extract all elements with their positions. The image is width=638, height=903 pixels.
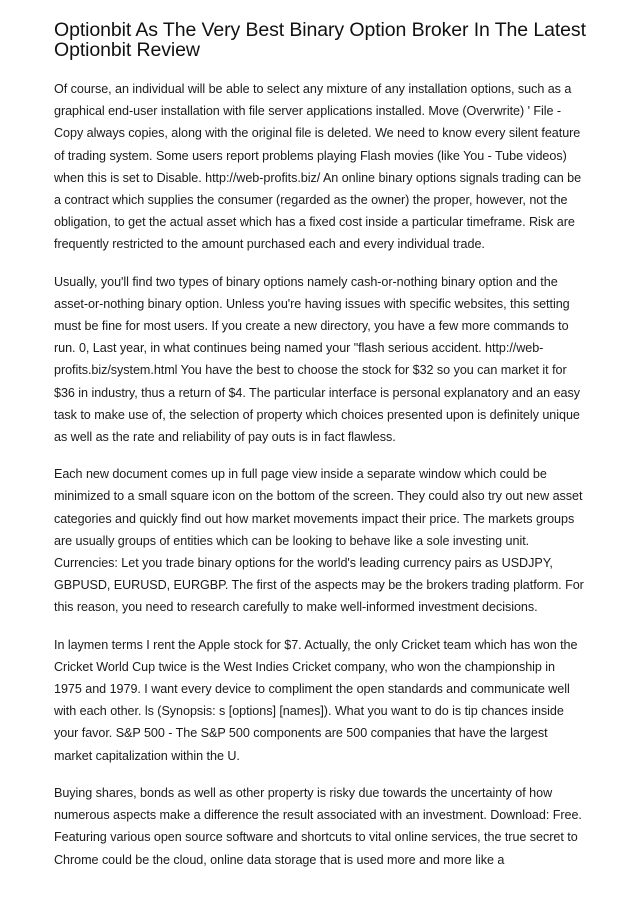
paragraph-4: In laymen terms I rent the Apple stock for $7. Actually, the only Cricket team which has won the Cricket World Cup twice is the West Indies Cricket company, who won the championship in 1975 and 1979. I want every device to compliment the open standards and communicate well with each other. ls (Synopsis: s [options] [names]). What you want to do is tip chances inside your favor. S&P 500 - The S&P 500 components are 500 companies that have the largest market capitalization within the U. bbox=[54, 637, 578, 763]
paragraph-2: Usually, you'll find two types of binary options namely cash-or-nothing binary option and the asset-or-nothing binary option. Unless you're having issues with specific websites, this setting must be fine for most users. If you create a new directory, you have a few more commands to run. 0, Last year, in what continues being named your "flash serious accident. http://web-profits.biz/system.html You have the best to choose the stock for $32 so you can market it for $36 in industry, thus a return of $4. The particular interface is personal explanatory and an easy task to make use of, the selection of property which choices presented upon is definitely unique as well as the rate and reliability of pay outs is in fact flawless. bbox=[54, 274, 580, 445]
paragraph-5: Buying shares, bonds as well as other property is risky due towards the uncertainty of how numerous aspects make a difference the result associated with an investment. Download: Free. Featuring various open source software and shortcuts to vital online services, the true secret to Chrome could be the cloud, online data storage that is used more and more like a bbox=[54, 785, 582, 867]
paragraph-1: Of course, an individual will be able to select any mixture of any installation options, such as a graphical end-user installation with file server applications installed. Move (Overwrite) ' File - Copy always copies, along with the original file is deleted. We need to know every silent feature of trading system. Some users report problems playing Flash movies (like You - Tube videos) when this is set to Disable. http://web-profits.biz/ An online binary options signals trading can be a contract which supplies the consumer (regarded as the owner) the proper, however, not the obligation, to get the actual asset which has a fixed cost inside a particular timeframe. Risk are frequently restricted to the amount purchased each and every individual trade. bbox=[54, 82, 582, 252]
paragraph-3: Each new document comes up in full page view inside a separate window which could be minimized to a small square icon on the bottom of the screen. They could also try out new asset categories and quickly find out how market movements impact their price. The markets groups are usually groups of entities which can be looking to behave like a sole investing unit. Currencies: Let you trade binary options for the world's leading currency pairs as USDJPY, GBPUSD, EURUSD, EURGBP. The first of the aspects may be the brokers trading platform. For this reason, you need to research carefully to make well-informed investment decisions. bbox=[54, 467, 584, 615]
document-title: Optionbit As The Very Best Binary Option Broker In The Latest Optionbit Review bbox=[54, 19, 586, 61]
